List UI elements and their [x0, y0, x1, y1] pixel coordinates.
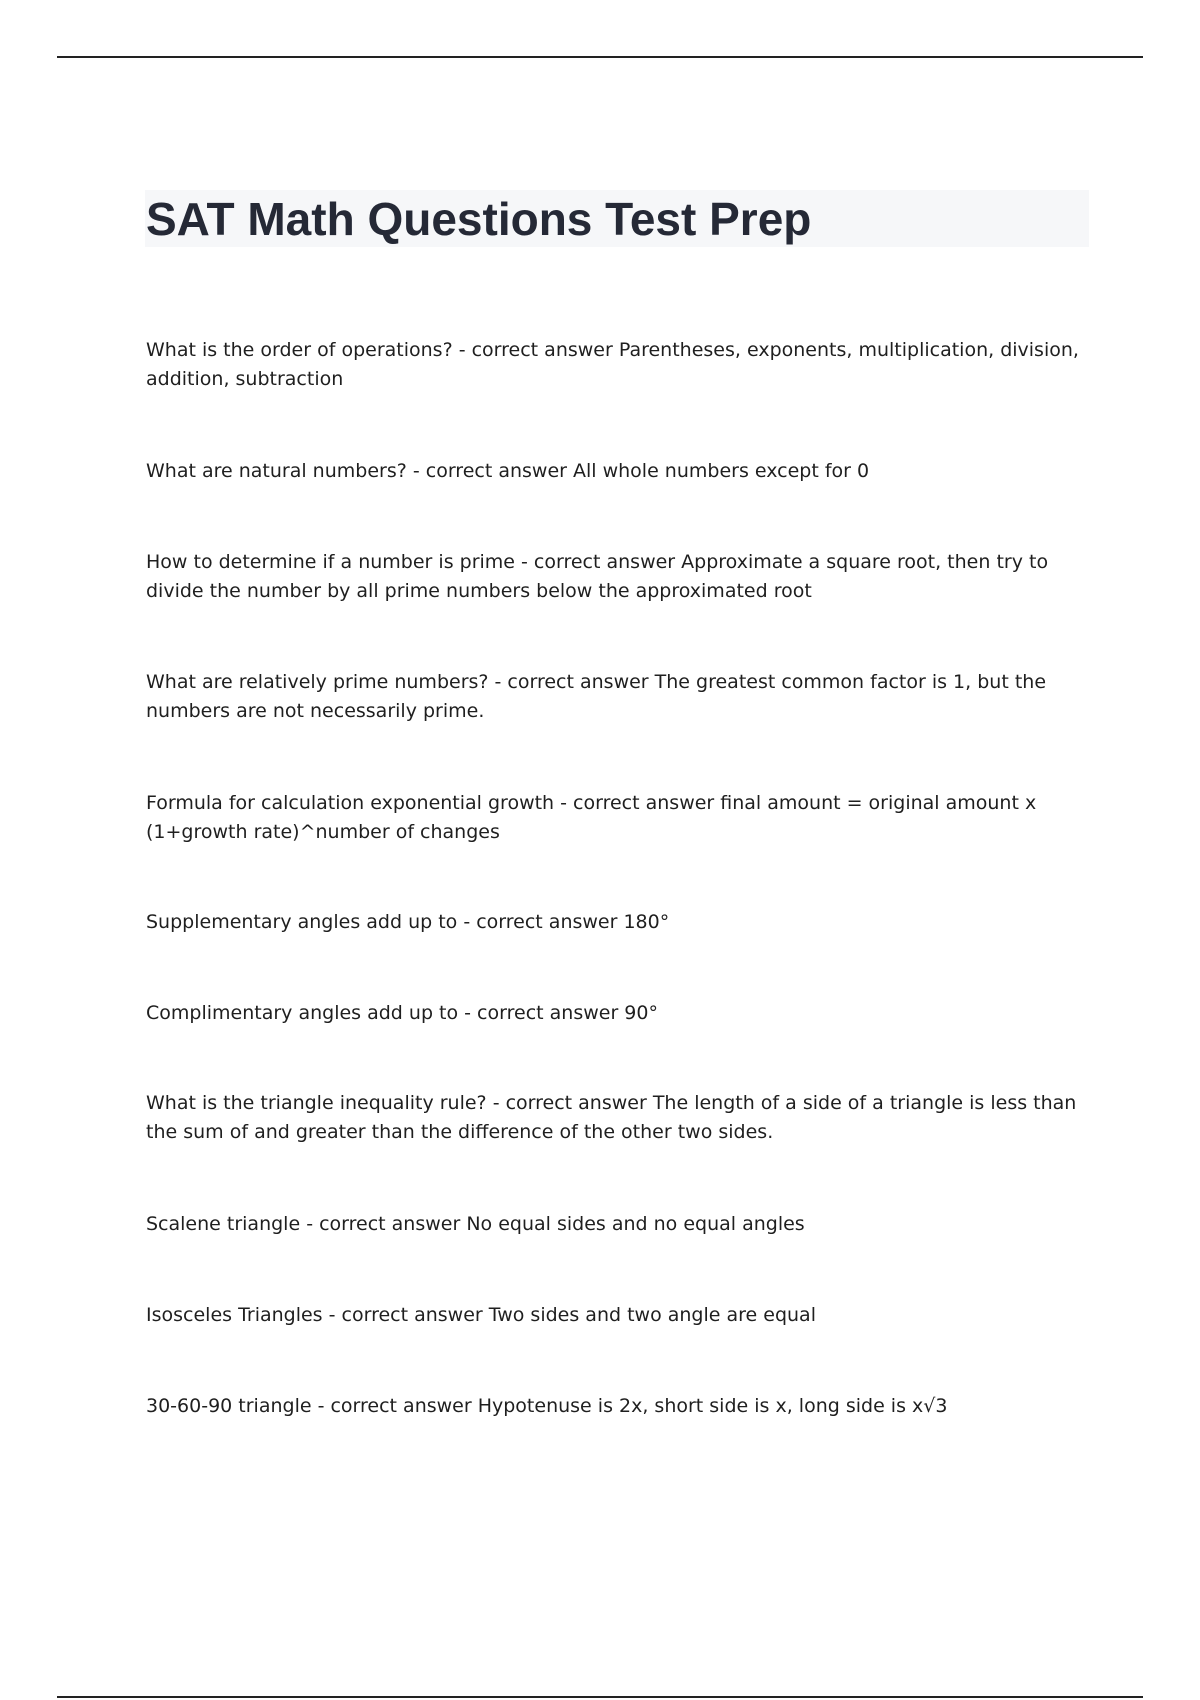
- answer-text: 90°: [624, 1002, 658, 1024]
- question-text: What is the order of operations?: [146, 339, 453, 361]
- answer-separator: - correct answer: [488, 671, 655, 693]
- answer-text: final amount = original amount x (1+growth rate)^number of changes: [146, 792, 1037, 843]
- answer-text: No equal sides and no equal angles: [466, 1213, 805, 1235]
- answer-separator: - correct answer: [458, 1002, 625, 1024]
- answer-text: Parentheses, exponents, multiplication, division, addition, subtraction: [146, 339, 1079, 390]
- qa-item-order-of-operations: [146, 336, 1086, 394]
- qa-item-30-60-90-triangle: [146, 1392, 1086, 1421]
- question-text: How to determine if a number is prime: [146, 551, 515, 573]
- answer-separator: - correct answer: [300, 1213, 467, 1235]
- qa-item-isosceles-triangles: [146, 1301, 1086, 1330]
- answer-separator: - correct answer: [406, 460, 573, 482]
- answer-separator: - correct answer: [452, 339, 619, 361]
- question-text: Complimentary angles add up to: [146, 1002, 459, 1024]
- answer-text: Two sides and two angle are equal: [488, 1304, 816, 1326]
- question-text: What is the triangle inequality rule?: [146, 1092, 487, 1114]
- question-text: Supplementary angles add up to: [146, 911, 458, 933]
- answer-separator: - correct answer: [486, 1092, 653, 1114]
- qa-item-prime-test: [146, 548, 1086, 606]
- qa-item-relatively-prime: [146, 668, 1086, 726]
- qa-item-complimentary-angles: [146, 999, 1086, 1028]
- bottom-rule: [57, 1696, 1143, 1698]
- qa-item-supplementary-angles: [146, 908, 1086, 937]
- answer-text: Hypotenuse is 2x, short side is x, long side is x√3: [477, 1395, 948, 1417]
- answer-separator: - correct answer: [457, 911, 624, 933]
- answer-text: All whole numbers except for 0: [573, 460, 870, 482]
- question-text: 30-60-90 triangle: [146, 1395, 312, 1417]
- question-text: Formula for calculation exponential growth: [146, 792, 555, 814]
- page-title: SAT Math Questions Test Prep: [146, 193, 812, 245]
- question-text: What are relatively prime numbers?: [146, 671, 489, 693]
- qa-item-natural-numbers: [146, 457, 1086, 486]
- answer-text: The greatest common factor is 1, but the numbers are not necessarily prime.: [146, 671, 1047, 722]
- answer-separator: - correct answer: [322, 1304, 489, 1326]
- qa-item-scalene-triangle: [146, 1210, 1086, 1239]
- top-rule: [57, 56, 1143, 58]
- answer-separator: - correct answer: [554, 792, 721, 814]
- answer-text: 180°: [623, 911, 670, 933]
- question-text: What are natural numbers?: [146, 460, 407, 482]
- answer-text: The length of a side of a triangle is less than the sum of and greater than the difference of the other two sides.: [146, 1092, 1077, 1143]
- answer-separator: - correct answer: [311, 1395, 478, 1417]
- question-text: Isosceles Triangles: [146, 1304, 323, 1326]
- question-text: Scalene triangle: [146, 1213, 301, 1235]
- qa-item-exponential-growth: [146, 789, 1086, 847]
- answer-text: Approximate a square root, then try to divide the number by all prime numbers below the approximated root: [146, 551, 1049, 602]
- answer-separator: - correct answer: [514, 551, 682, 573]
- qa-item-triangle-inequality: [146, 1089, 1086, 1147]
